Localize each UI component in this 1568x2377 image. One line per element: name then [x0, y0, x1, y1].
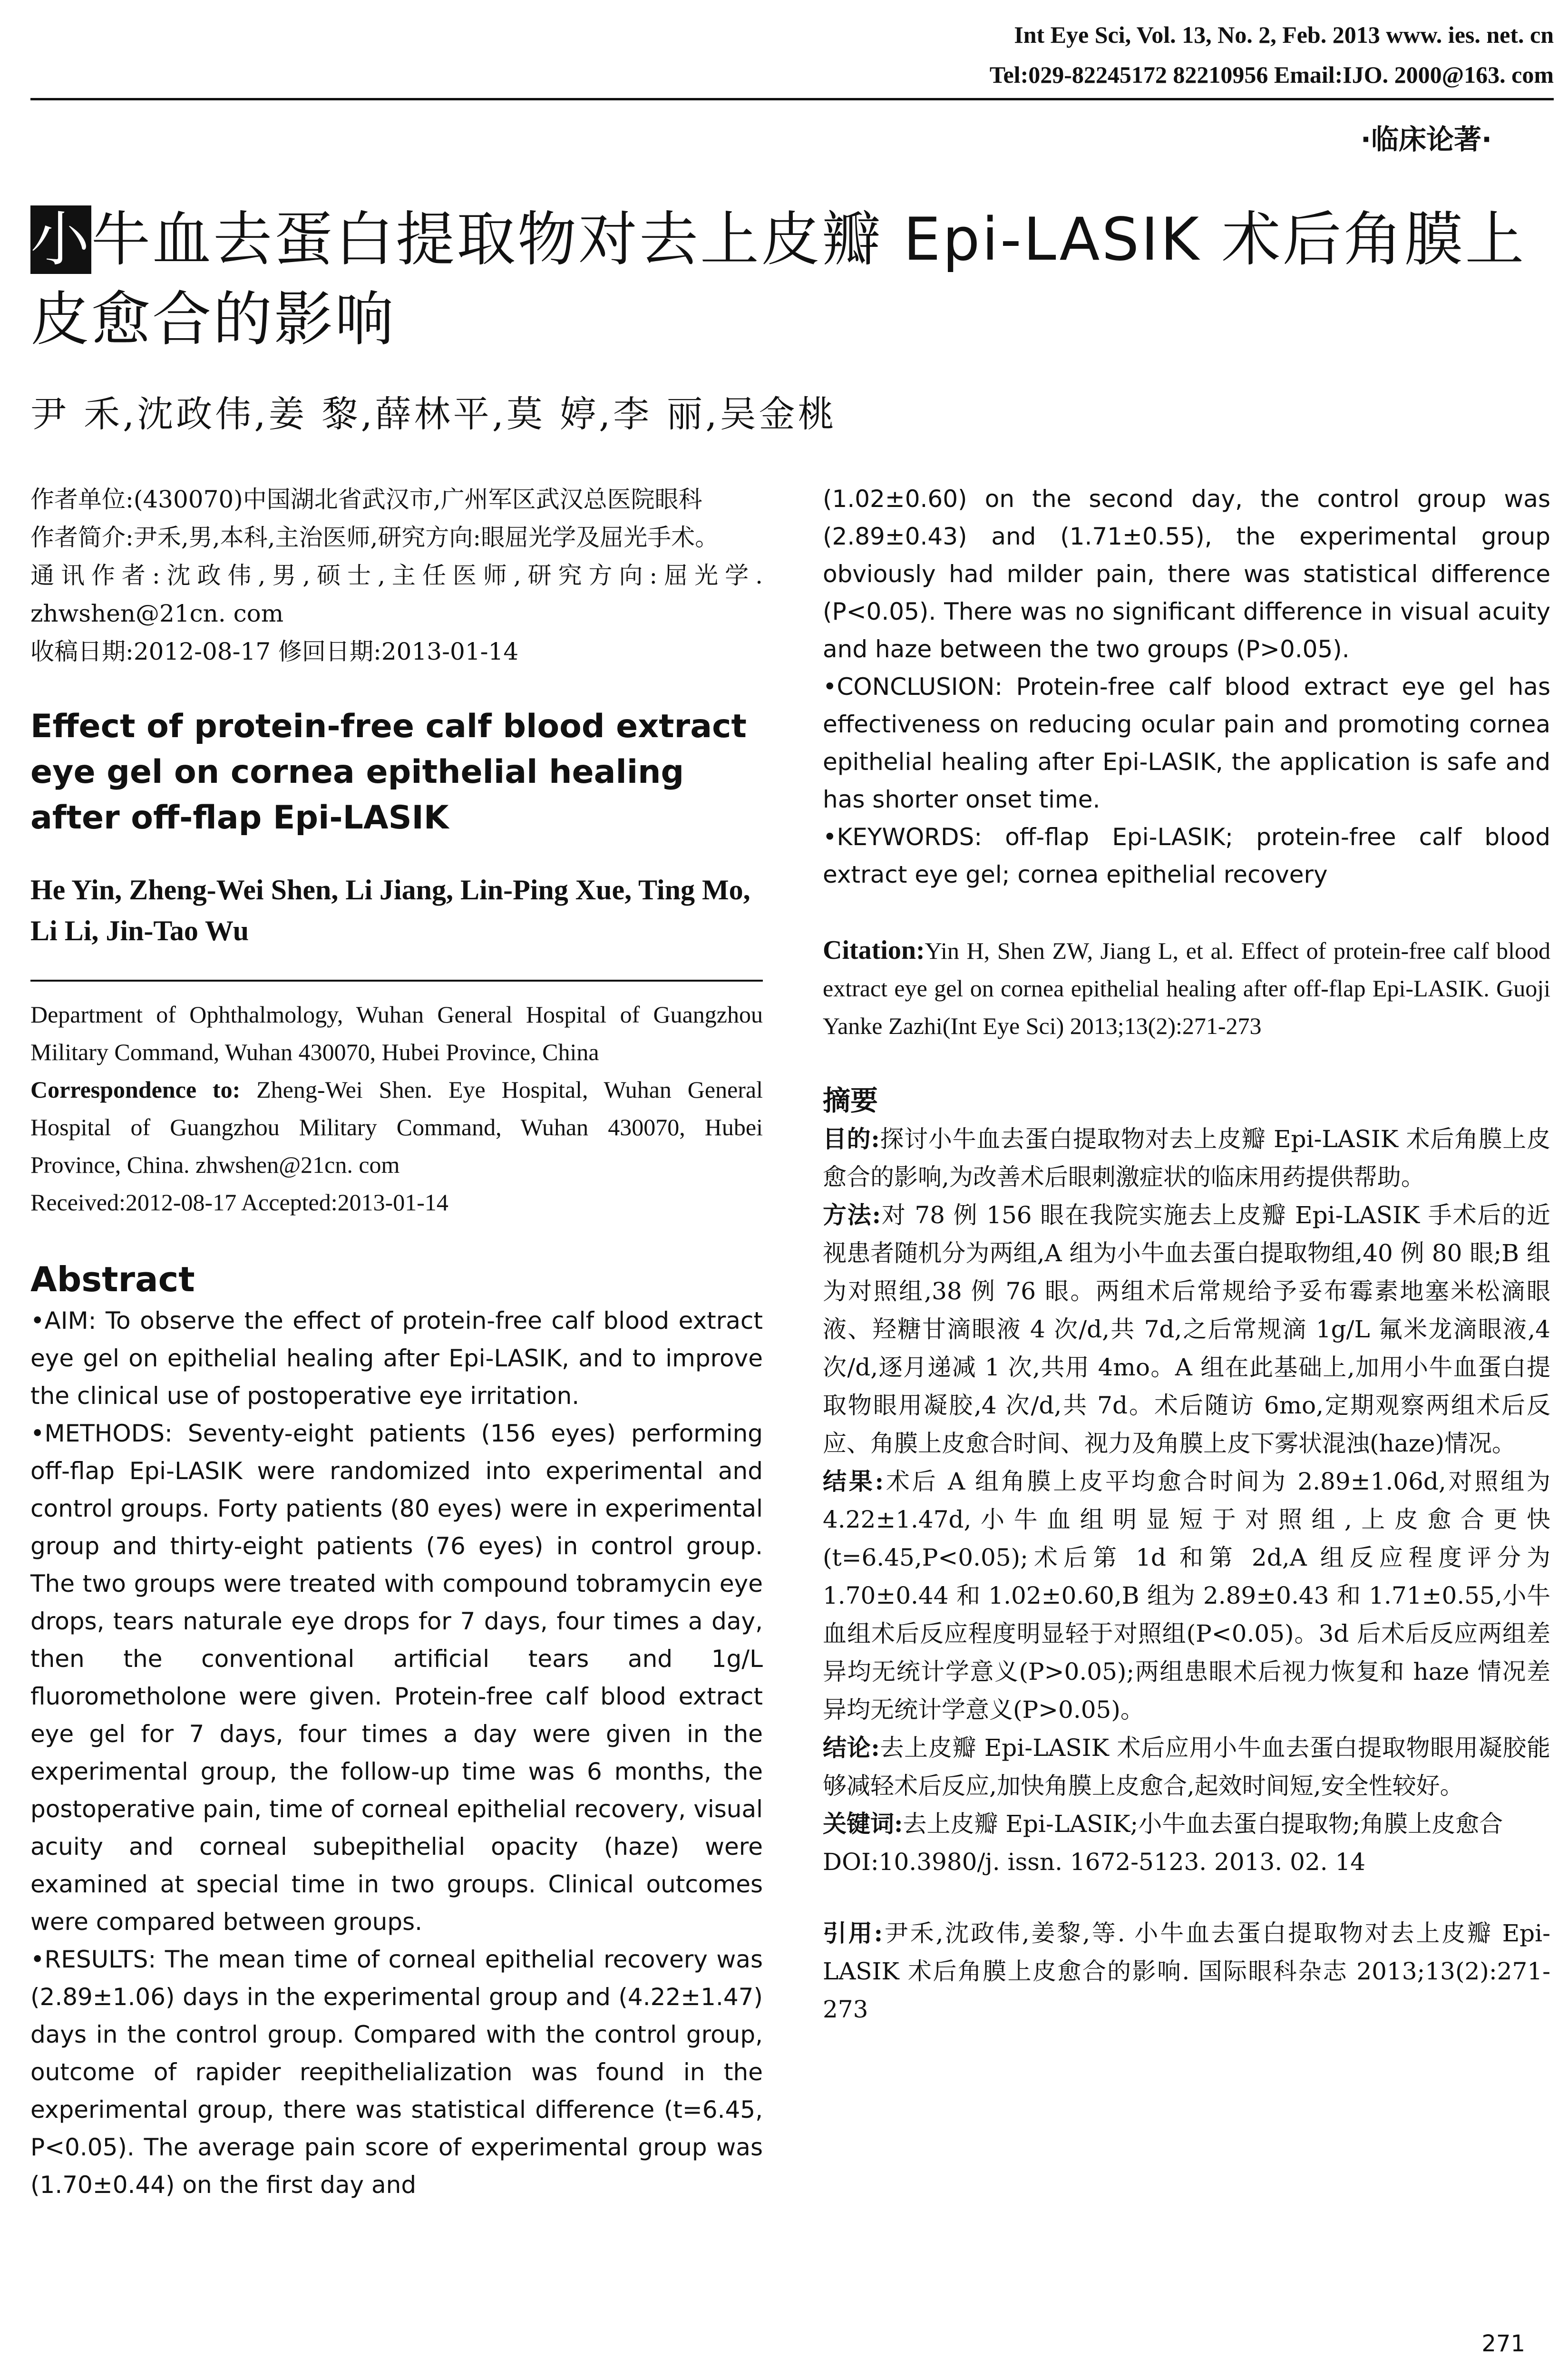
- abstract-right: [823, 480, 1550, 894]
- abstract-keywords: •KEYWORDS: off-flap Epi-LASIK; protein-free calf blood extract eye gel; cornea epithelial recovery: [823, 823, 1550, 888]
- header-rule: [30, 98, 1554, 100]
- received-dates-cn: 收稿日期:2012-08-17 修回日期:2013-01-14: [30, 638, 519, 665]
- citation-label: Citation:: [823, 935, 925, 965]
- article-title-en: Effect of protein-free calf blood extract eye gel on cornea epithelial healing after off-flap Epi-LASIK: [30, 708, 747, 837]
- cn-aim: [823, 1120, 1550, 1196]
- cn-citation-label: 引用:: [823, 1919, 883, 1947]
- author-info-block: [30, 480, 763, 671]
- cn-aim-label: 目的:: [823, 1125, 880, 1153]
- abstract-left: [30, 1302, 763, 2204]
- citation-text: Yin H, Shen ZW, Jiang L, et al. Effect of protein-free calf blood extract eye gel on cornea epithelial healing after off-flap Epi-LASIK. Guoji Yanke Zazhi(Int Eye Sci) 2013;13(2):271-273: [823, 937, 1550, 1039]
- section-tag: ·临床论著·: [1360, 123, 1492, 156]
- title-rest: 牛血去蛋白提取物对去上皮瓣 Epi-LASIK 术后角膜上皮愈合的影响: [30, 205, 1526, 354]
- right-column: [823, 480, 1550, 2028]
- abstract-aim: •AIM: To observe the effect of protein-free calf blood extract eye gel on epithelial healing after Epi-LASIK, and to improve the clinical use of postoperative eye irritation.: [30, 1307, 763, 1410]
- department: Department of Ophthalmology, Wuhan General Hospital of Guangzhou Military Command, Wuhan 430070, Hubei Province, China: [30, 1001, 763, 1065]
- cn-conclusion-label: 结论:: [823, 1734, 880, 1762]
- doi: DOI:10.3980/j. issn. 1672-5123. 2013. 02. 14: [823, 1848, 1366, 1876]
- page-number: 271: [1481, 2330, 1525, 2357]
- cn-keywords: [823, 1805, 1550, 1843]
- correspondence-text: Zheng-Wei Shen. Eye Hospital, Wuhan General Hospital of Guangzhou Military Command, Wuhan 430070, Hubei Province, China. zhwshen@21cn. com: [30, 1076, 763, 1178]
- left-column: [30, 480, 763, 2204]
- cn-results: [823, 1462, 1550, 1729]
- journal-header-line-1: Int Eye Sci, Vol. 13, No. 2, Feb. 2013 www. ies. net. cn: [1014, 21, 1554, 48]
- authors-en: He Yin, Zheng-Wei Shen, Li Jiang, Lin-Ping Xue, Ting Mo, Li Li, Jin-Tao Wu: [30, 874, 750, 946]
- abstract-conclusion: •CONCLUSION: Protein-free calf blood extract eye gel has effectiveness on reducing ocular pain and promoting cornea epithelial healing after Epi-LASIK, the application is safe and has shorter onset time.: [823, 673, 1550, 813]
- abstract-results-cont: (1.02±0.60) on the second day, the control group was (2.89±0.43) and (1.71±0.55), the experimental group obviously had milder pain, there was statistical difference (P<0.05). There was no significant difference in visual acuity and haze between the two groups (P>0.05).: [823, 485, 1550, 663]
- cn-abstract: [823, 1120, 1550, 2028]
- abstract-results: •RESULTS: The mean time of corneal epithelial recovery was (2.89±1.06) days in the experimental group and (4.22±1.47) days in the control group. Compared with the control group, outcome of rapider reepithelialization was found in the experimental group, there was statistical difference (t=6.45, P<0.05). The average pain score of experimental group was (1.70±0.44) on the first day and: [30, 1946, 763, 2199]
- corresponding-author: 通讯作者:沈政伟,男,硕士,主任医师,研究方向:屈光学. zhwshen@21cn. com: [30, 562, 763, 627]
- authors-rule: [30, 980, 763, 982]
- authors-cn: 尹 禾,沈政伟,姜 黎,薛林平,莫 婷,李 丽,吴金桃: [30, 393, 837, 435]
- citation-en: [823, 932, 1550, 1045]
- cn-methods-text: 对 78 例 156 眼在我院实施去上皮瓣 Epi-LASIK 手术后的近视患者随机分为两组,A 组为小牛血去蛋白提取物组,40 例 80 眼;B 组为对照组,38 例 76 眼。两组术后常规给予妥布霉素地塞米松滴眼液、羟糖甘滴眼液 4 次/d,共 7d,之后常规滴 1g/L 氟米龙滴眼液,4 次/d,逐月递减 1 次,共用 4mo。A 组在此基础上,加用小牛血蛋白提取物眼用凝胶,4 次/d,共 7d。术后随访 6mo,定期观察两组术后反应、角膜上皮愈合时间、视力及角膜上皮下雾状混浊(haze)情况。: [823, 1201, 1550, 1457]
- title-first-char: 小: [30, 205, 92, 274]
- abstract-methods: •METHODS: Seventy-eight patients (156 eyes) performing off-flap Epi-LASIK were randomized into experimental and control groups. Forty patients (80 eyes) were in experimental group and thirty-eight patients (76 eyes) in control group. The two groups were treated with compound tobramycin eye drops, tears naturale eye drops for 7 days, four times a day, then the conventional artificial tears and 1g/L fluorometholone were given. Protein-free calf blood extract eye gel for 7 days, four times a day were given in the experimental group, the follow-up time was 6 months, the postoperative pain, time of corneal epithelial recovery, visual acuity and corneal subepithelial opacity (haze) were examined at special time in two groups. Clinical outcomes were compared between groups.: [30, 1420, 763, 1936]
- cn-aim-text: 探讨小牛血去蛋白提取物对去上皮瓣 Epi-LASIK 术后角膜上皮愈合的影响,为改善术后眼刺激症状的临床用药提供帮助。: [823, 1125, 1550, 1191]
- correspondence: [30, 1071, 763, 1184]
- cn-results-text: 术后 A 组角膜上皮平均愈合时间为 2.89±1.06d,对照组为 4.22±1.47d,小牛血组明显短于对照组,上皮愈合更快(t=6.45,P<0.05);术后第 1d 和第 2d,A 组反应程度评分为 1.70±0.44 和 1.02±0.60,B 组为 2.89±0.43 和 1.71±0.55,小牛血组术后反应程度明显轻于对照组(P<0.05)。3d 后术后反应两组差异均无统计学意义(P>0.05);两组患眼术后视力恢复和 haze 情况差异均无统计学意义(P>0.05)。: [823, 1468, 1550, 1724]
- cn-keywords-text: 去上皮瓣 Epi-LASIK;小牛血去蛋白提取物;角膜上皮愈合: [903, 1810, 1503, 1838]
- correspondence-label: Correspondence to:: [30, 1076, 241, 1103]
- cn-keywords-label: 关键词:: [823, 1810, 903, 1838]
- abstract-heading: Abstract: [30, 1259, 195, 1299]
- author-bio: 作者简介:尹禾,男,本科,主治医师,研究方向:眼屈光学及屈光手术。: [30, 524, 719, 551]
- received-dates-en: Received:2012-08-17 Accepted:2013-01-14: [30, 1189, 448, 1216]
- journal-header-line-2: Tel:029-82245172 82210956 Email:IJO. 2000@163. com: [989, 61, 1554, 88]
- article-title-cn: [30, 200, 1552, 360]
- author-unit: 作者单位:(430070)中国湖北省武汉市,广州军区武汉总医院眼科: [30, 486, 702, 513]
- cn-citation-text: 尹禾,沈政伟,姜黎,等. 小牛血去蛋白提取物对去上皮瓣 Epi-LASIK 术后角膜上皮愈合的影响. 国际眼科杂志 2013;13(2):271-273: [823, 1919, 1550, 2023]
- cn-results-label: 结果:: [823, 1467, 884, 1495]
- cn-conclusion-text: 去上皮瓣 Epi-LASIK 术后应用小牛血去蛋白提取物眼用凝胶能够减轻术后反应,加快角膜上皮愈合,起效时间短,安全性较好。: [823, 1734, 1550, 1800]
- cn-conclusion: [823, 1729, 1550, 1805]
- cn-abstract-heading: 摘要: [823, 1084, 878, 1117]
- affiliation-block: [30, 996, 763, 1221]
- cn-methods-label: 方法:: [823, 1201, 881, 1229]
- cn-methods: [823, 1196, 1550, 1462]
- cn-citation: [823, 1914, 1550, 2028]
